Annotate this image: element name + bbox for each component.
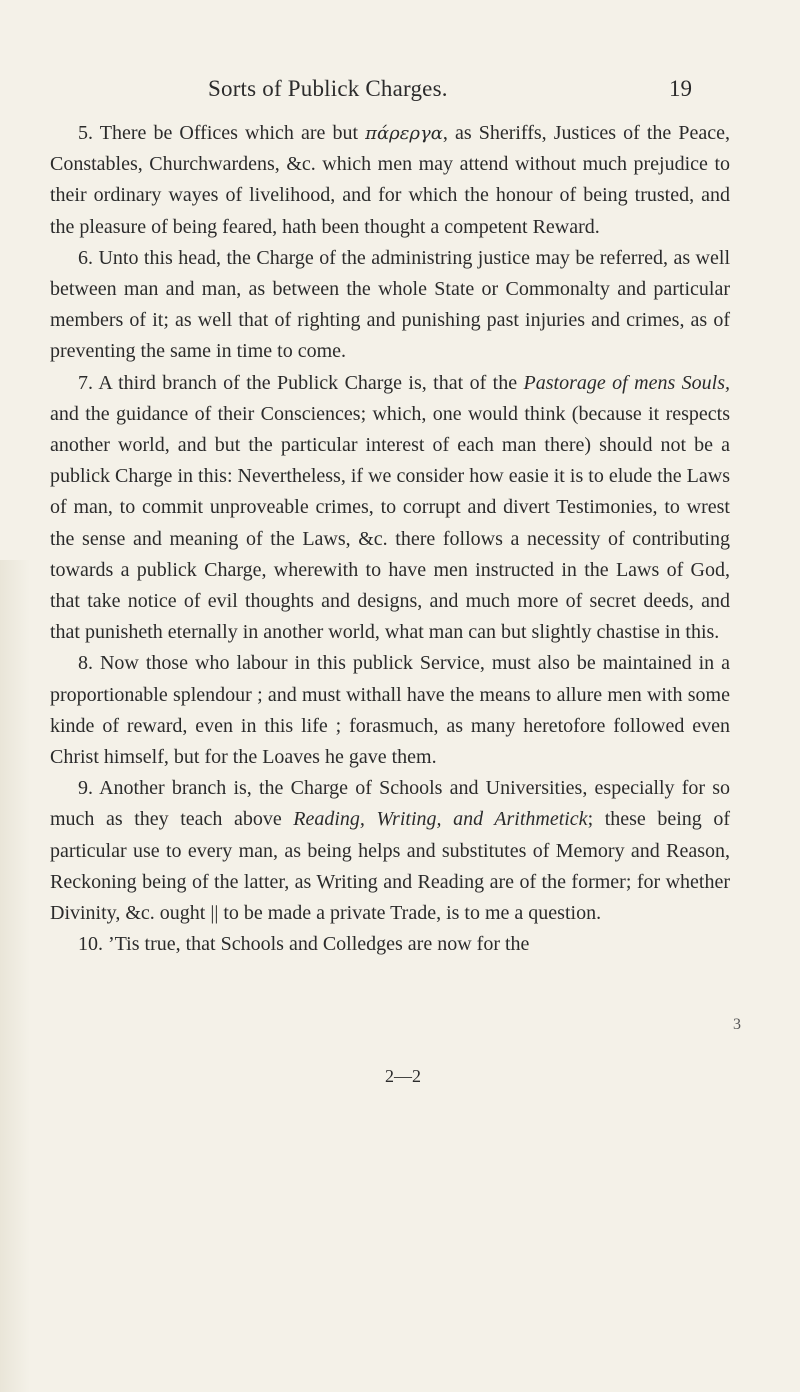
paragraph-8: 8. Now those who labour in this publick Service, must also be maintained in a proportionable splendour ; and must withall have the means to allure men with some kinde of reward, even in this life ; forasmuch, as many heretofore followed even Christ himself, but for the Loaves he gave them. bbox=[50, 652, 730, 769]
signature-mark: 2—2 bbox=[385, 1066, 421, 1086]
margin-mark: 3 bbox=[733, 1016, 741, 1033]
paragraph-7: 7. A third branch of the Publick Charge is, that of the Pastorage of mens Souls, and the guidance of their Consciences; which, one would think (because it respects another world, and but the particular interest of each man there) should not be a publick Charge in this: Nevertheless, if we consider how easie it is to elude the Laws of man, to commit unproveable crimes, to corrupt and divert Testimonies, to wrest the sense and meaning of the Laws, &c. there follows a necessity of contributing towards a publick Charge, wherewith to have men instructed in the Laws of God, that take notice of evil thoughts and designs, and much more of secret deeds, and that punisheth eternally in another world, what man can but slightly chastise in this. bbox=[50, 371, 730, 644]
paragraph-10: 10. ’Tis true, that Schools and Colledges are now for the bbox=[78, 933, 530, 956]
italic-phrase: Reading, Writing, and Arithmetick bbox=[293, 808, 588, 831]
page-number: 19 bbox=[669, 76, 692, 101]
page-body bbox=[50, 118, 730, 960]
running-title: Sorts of Publick Charges. bbox=[208, 76, 448, 101]
italic-phrase: Pastorage of mens Souls, bbox=[523, 371, 730, 394]
running-header bbox=[0, 76, 800, 110]
page-gutter-shadow bbox=[0, 560, 30, 1392]
paragraph-5: 5. There be Offices which are but πάρεργα, as Sheriffs, Justices of the Peace, Constables, Churchwardens, &c. which men may attend without much prejudice to their ordinary wayes of livelihood, and for which the honour of being trusted, and the pleasure of being feared, hath been thought a competent Reward. bbox=[50, 122, 730, 238]
greek-word: πάρεργα bbox=[365, 123, 443, 144]
paragraph-9: 9. Another branch is, the Charge of Schools and Universities, especially for so much as they teach above Reading, Writing, and Arithmetick; these being of particular use to every man, as being helps and substitutes of Memory and Reason, Reckoning being of the latter, as Writing and Reading are of the former; for whether Divinity, &c. ought || to be made a private Trade, is to me a question. bbox=[50, 777, 731, 925]
paragraph-6: 6. Unto this head, the Charge of the administring justice may be referred, as well between man and man, as between the whole State or Commonalty and particular members of it; as well that of righting and punishing past injuries and crimes, as of preventing the same in time to come. bbox=[50, 246, 730, 363]
